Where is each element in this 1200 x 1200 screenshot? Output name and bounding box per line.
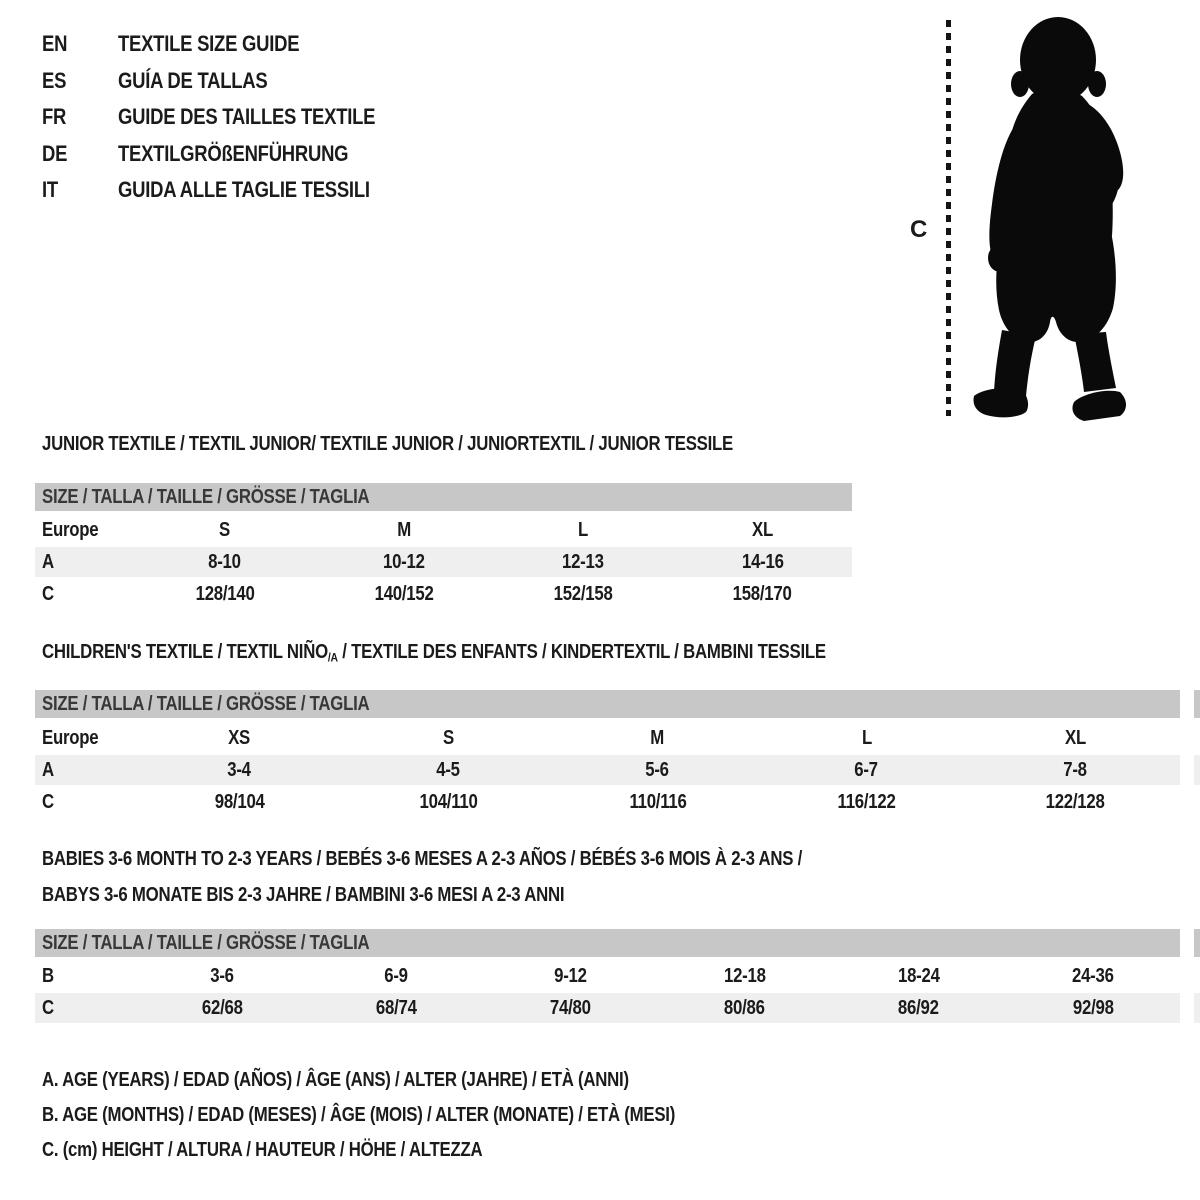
size-cell: 158/170 — [732, 582, 792, 605]
size-cell: 6-9 — [384, 964, 409, 987]
children-size-table — [35, 723, 1180, 819]
language-title: GUIDE DES TAILLES TEXTILE — [118, 104, 376, 130]
row-label: C — [42, 582, 54, 605]
babies-size-table — [35, 961, 1180, 1025]
table-row-months — [35, 961, 1180, 991]
children-section-title: CHILDREN'S TEXTILE / TEXTIL NIÑO/A / TEXTILE DES ENFANTS / KINDERTEXTIL / BAMBINI TESSILE — [42, 641, 826, 665]
table-row-height — [35, 787, 1180, 817]
size-cell: 140/152 — [374, 582, 434, 605]
size-cell: S — [219, 518, 231, 541]
size-cell: 152/158 — [553, 582, 613, 605]
language-code: DE — [42, 140, 68, 166]
size-cell: 5-6 — [645, 758, 670, 781]
legend-line-age-years: A. AGE (YEARS) / EDAD (AÑOS) / ÂGE (ANS) / ALTER (JAHRE) / ETÀ (ANNI) — [42, 1069, 629, 1091]
size-cell: 86/92 — [898, 996, 940, 1019]
height-measure-label: C — [910, 216, 928, 243]
babies-size-header-bar: SIZE / TALLA / TAILLE / GRÖSSE / TAGLIA — [35, 929, 1180, 957]
babies-section-title-line2: BABYS 3-6 MONATE BIS 2-3 JAHRE / BAMBINI 3-6 MESI A 2-3 ANNI — [42, 884, 565, 906]
junior-size-header-bar: SIZE / TALLA / TAILLE / GRÖSSE / TAGLIA — [35, 483, 852, 511]
junior-size-table — [35, 515, 852, 611]
row-label: C — [42, 996, 54, 1019]
size-cell: 4-5 — [436, 758, 461, 781]
size-cell: XS — [228, 726, 251, 749]
table-row-europe — [35, 515, 852, 545]
size-cell: 92/98 — [1072, 996, 1114, 1019]
size-cell: 3-6 — [210, 964, 234, 987]
legend-line-height-cm: C. (cm) HEIGHT / ALTURA / HAUTEUR / HÖHE / ALTEZZA — [42, 1139, 483, 1161]
row-label: B — [42, 964, 54, 987]
size-cell: M — [396, 518, 411, 541]
row-label: Europe — [42, 726, 99, 749]
language-title: GUIDA ALLE TAGLIE TESSILI — [118, 177, 370, 203]
toddler-silhouette-icon — [970, 12, 1145, 424]
table-row-age — [35, 755, 1180, 785]
language-row — [42, 136, 424, 173]
table-edge-artifact — [1194, 993, 1200, 1023]
size-cell: 10-12 — [383, 550, 425, 573]
size-cell: XL — [1065, 726, 1086, 749]
row-label: C — [42, 790, 54, 813]
size-cell: 98/104 — [214, 790, 265, 813]
language-row — [42, 99, 424, 136]
children-size-header-bar: SIZE / TALLA / TAILLE / GRÖSSE / TAGLIA — [35, 690, 1180, 718]
table-edge-artifact — [1194, 690, 1200, 718]
size-cell: 24-36 — [1072, 964, 1114, 987]
size-cell: 12-13 — [562, 550, 604, 573]
size-cell: 14-16 — [741, 550, 784, 573]
table-row-height — [35, 993, 1180, 1023]
row-label: A — [42, 550, 54, 573]
height-measure-line — [946, 20, 951, 416]
size-cell: M — [650, 726, 665, 749]
row-label: A — [42, 758, 54, 781]
table-row-height — [35, 579, 852, 609]
size-cell: 62/68 — [201, 996, 243, 1019]
size-cell: 74/80 — [550, 996, 591, 1019]
size-cell: 9-12 — [554, 964, 587, 987]
size-cell: 104/110 — [419, 790, 478, 813]
language-code: FR — [42, 104, 67, 130]
language-row — [42, 26, 424, 63]
babies-section-title-line1: BABIES 3-6 MONTH TO 2-3 YEARS / BEBÉS 3-6 MESES A 2-3 AÑOS / BÉBÉS 3-6 MOIS À 2-3 ANS / — [42, 848, 803, 870]
language-row — [42, 172, 424, 209]
language-row — [42, 63, 424, 100]
language-title: GUÍA DE TALLAS — [118, 67, 268, 93]
row-label: Europe — [42, 518, 99, 541]
size-cell: 8-10 — [208, 550, 241, 573]
language-title: TEXTILE SIZE GUIDE — [118, 31, 300, 57]
size-cell: 7-8 — [1063, 758, 1088, 781]
size-cell: 6-7 — [854, 758, 879, 781]
language-code: IT — [42, 177, 58, 203]
size-cell: 116/122 — [837, 790, 896, 813]
language-title: TEXTILGRÖßENFÜHRUNG — [118, 140, 349, 166]
size-cell: 3-4 — [227, 758, 252, 781]
size-cell: 68/74 — [375, 996, 417, 1019]
table-edge-artifact — [1194, 929, 1200, 957]
legend-line-age-months: B. AGE (MONTHS) / EDAD (MESES) / ÂGE (MOIS) / ALTER (MONATE) / ETÀ (MESI) — [42, 1104, 676, 1126]
size-cell: XL — [751, 518, 773, 541]
language-code: EN — [42, 31, 68, 57]
size-cell: 128/140 — [195, 582, 255, 605]
size-cell: 122/128 — [1046, 790, 1105, 813]
size-cell: 80/86 — [724, 996, 765, 1019]
size-cell: 12-18 — [723, 964, 766, 987]
size-cell: L — [861, 726, 872, 749]
size-cell: 18-24 — [897, 964, 940, 987]
table-row-europe — [35, 723, 1180, 753]
table-edge-artifact — [1194, 755, 1200, 785]
size-cell: 110/116 — [628, 790, 687, 813]
junior-section-title: JUNIOR TEXTILE / TEXTIL JUNIOR/ TEXTILE JUNIOR / JUNIORTEXTIL / JUNIOR TESSILE — [42, 433, 734, 455]
size-cell: L — [578, 518, 589, 541]
table-row-age — [35, 547, 852, 577]
language-title-block — [42, 26, 424, 209]
size-cell: S — [443, 726, 454, 749]
language-code: ES — [42, 67, 67, 93]
